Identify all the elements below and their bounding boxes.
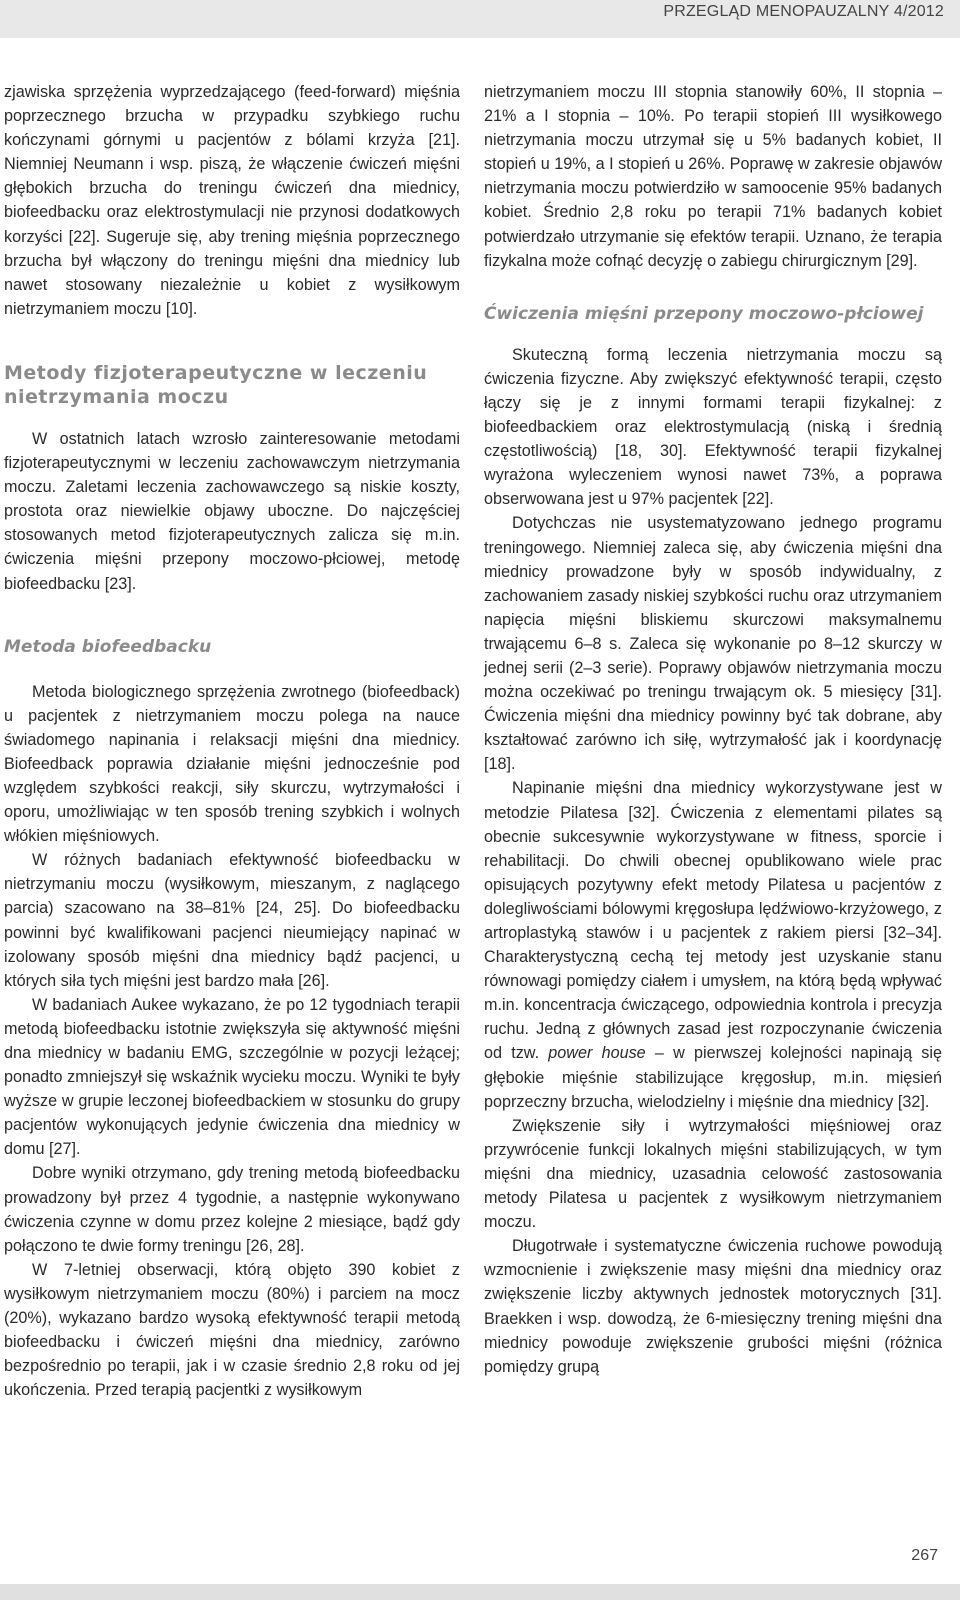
left-column <box>4 80 460 1402</box>
right-column <box>484 80 942 1379</box>
italic-term: power house <box>548 1044 646 1063</box>
paragraph: Długotrwałe i systematyczne ćwiczenia ruchowe powodują wzmocnienie i zwiększenie masy mięśni dna miednicy oraz zwiększenie liczby aktywnych jednostek motorycznych [31]. Braekken i wsp. dowodzą, że 6-miesięczny trening mięśni dna miednicy powoduje zwiększenie grubości mięśni (różnica pomiędzy grupą <box>484 1237 942 1376</box>
paragraph: zjawiska sprzężenia wyprzedzającego (feed-forward) mięśnia poprzecznego brzucha w przypadku szybkiego ruchu kończynami górnymi u pacjentów z bólami krzyża [21]. Niemniej Neumann i wsp. piszą, że włączenie ćwiczeń mięśni głębokich brzucha do treningu ćwiczeń dna miednicy, biofeedbacku oraz elektrostymulacji nie przynosi dodatkowych korzyści [22]. Sugeruje się, aby trening mięśnia poprzecznego brzucha był włączony do treningu mięśni dna miednicy lub nawet stosowany niezależnie u kobiet z wysiłkowym nietrzymaniem moczu [10]. <box>4 83 460 318</box>
subsection-heading: Ćwiczenia mięśni przepony moczowo-płciowej <box>484 303 924 324</box>
paragraph: Metoda biologicznego sprzężenia zwrotnego (biofeedback) u pacjentek z nietrzymaniem moczu polega na nauce świadomego napinania i relaksacji mięśni dna miednicy. Biofeedback poprawia działanie mięśni jednocześnie pod względem szybkości reakcji, siły skurczu, wytrzymałości i oporu, umożliwiając w ten sposób trening szybkich i wolnych włókien mięśniowych. <box>4 682 460 846</box>
paragraph: nietrzymaniem moczu III stopnia stanowiły 60%, II stopnia – 21% a I stopnia – 10%. Po terapii stopień III wysiłkowego nietrzymania moczu utrzymał się u 5% badanych kobiet, II stopień u 19%, a I stopień u 26%. Poprawę w zakresie objawów nietrzymania moczu potwierdziło w samoocenie 95% badanych kobiet. Średnio 2,8 roku po terapii 71% badanych kobiet potwierdzało utrzymanie się efektów terapii. Uznano, że terapia fizykalna może cofnąć decyzję o zabiegu chirurgicznym [29]. <box>484 83 943 270</box>
paragraph: Skuteczną formą leczenia nietrzymania moczu są ćwiczenia fizyczne. Aby zwiększyć efektywność terapii, często łączy się je z innymi formami terapii fizykalnej: z biofeedbackiem oraz elektrostymulacją (niską i średnią częstotliwością) [18, 30]. Efektywność terapii fizykalnej wyrażona wyleczeniem wynosi nawet 73%, a poprawa obserwowana jest u 97% pacjentek [22]. <box>484 345 942 509</box>
paragraph: W ostatnich latach wzrosło zainteresowanie metodami fizjoterapeutycznymi w leczeniu zachowawczym nietrzymania moczu. Zaletami leczenia zachowawczego są niskie koszty, prostota oraz niewielkie objawy uboczne. Do najczęściej stosowanych metod fizjoterapeutycznych zalicza się m.in. ćwiczenia mięśni przepony moczowo-płciowej, metodę biofeedbacku [23]. <box>4 429 460 593</box>
page-number: 267 <box>911 1547 938 1564</box>
subsection-heading: Metoda biofeedbacku <box>4 636 212 657</box>
section-heading: Metody fizjoterapeutyczne w leczeniu nietrzymania moczu <box>4 361 428 408</box>
paragraph-text: – w pierwszej kolejności napinają się głębokie mięśnie stabilizujące kręgosłup, m.in. mięsień poprzeczny brzucha, wielodzielny i mięśnie dna miednicy [32]. <box>484 1044 943 1111</box>
paragraph: W 7-letniej obserwacji, którą objęto 390 kobiet z wysiłkowym nietrzymaniem moczu (80%) i parciem na mocz (20%), wykazano bardzo wysoką efektywność terapii metodą biofeedbacku i ćwiczeń mięśni dna miednicy, zarówno bezpośrednio po terapii, jak i w czasie średnio 2,8 roku od jej ukończenia. Przed terapią pacjentki z wysiłkowym <box>4 1260 460 1400</box>
paragraph-text: Napinanie mięśni dna miednicy wykorzystywane jest w metodzie Pilatesa [32]. Ćwiczenia z elementami pilates są obecnie sukcesywnie wykorzystywane w fitness, sporcie i rehabilitacji. Do chwili obecnej opublikowano wiele prac opisujących pozytywny efekt metody Pilatesa u pacjentów z dolegliwościami bólowymi kręgosłupa lędźwiowo-krzyżowego, z artroplastyką stawów i u pacjentek z rakiem piersi [32–34]. Charakterystyczną cechą tej metody jest uzyskanie stanu równowagi pomiędzy ciałem i umysłem, na którą będą wpływać m.in. koncentracja ćwiczącego, odpowiednia kontrola i precyzja ruchu. Jedną z głównych zasad jest rozpoczynanie ćwiczenia od tzw. <box>484 779 942 1063</box>
running-head <box>0 0 960 38</box>
paragraph: W badaniach Aukee wykazano, że po 12 tygodniach terapii metodą biofeedbacku istotnie zwiększyła się aktywność mięśni dna miednicy w badaniu EMG, szczególnie w pozycji leżącej; ponadto zmniejszył się wskaźnik wycieku moczu. Wyniki te były wyższe w grupie leczonej biofeedbackiem w stosunku do grupy pacjentów wykonujących jedynie ćwiczenia dna miednicy w domu [27]. <box>4 995 460 1159</box>
paragraph: W różnych badaniach efektywność biofeedbacku w nietrzymaniu moczu (wysiłkowym, mieszanym, z naglącego parcia) szacowano na 38–81% [24, 25]. Do biofeedbacku powinni być kwalifikowani pacjenci nieumiejący napinać w izolowany sposób mięśni dna miednicy bądź pacjenci, u których siła tych mięśni jest bardzo mała [26]. <box>4 851 460 990</box>
paragraph: Dobre wyniki otrzymano, gdy trening metodą biofeedbacku prowadzony był przez 4 tygodnie, a następnie wykonywano ćwiczenia czynne w domu przez kolejne 2 miesiące, bądź gdy połączono te dwie formy treningu [26, 28]. <box>4 1164 460 1255</box>
journal-title: PRZEGLĄD MENOPAUZALNY 4/2012 <box>663 3 944 20</box>
paragraph: Zwiększenie siły i wytrzymałości mięśniowej oraz przywrócenie funkcji lokalnych mięśni stabilizujących, w tym mięśni dna miednicy, uzasadnia celowość zastosowania metody Pilatesa u pacjentek z wysiłkowym nietrzymaniem moczu. <box>484 1116 942 1232</box>
paragraph <box>484 776 942 1113</box>
footer-bar <box>0 1584 960 1600</box>
paragraph: Dotychczas nie usystematyzowano jednego programu treningowego. Niemniej zaleca się, aby ćwiczenia mięśni dna miednicy prowadzone były w sposób indywidualny, z zachowaniem zasady niskiej szybkości ruchu oraz utrzymaniem napięcia mięśni bliskiemu skurczowi maksymalnemu trwającemu 6–8 s. Zaleca się wykonanie po 8–12 skurczy w jednej serii (2–3 serie). Poprawy objawów nietrzymania moczu można oczekiwać po treningu trwającym ok. 5 miesięcy [31]. Ćwiczenia mięśni dna miednicy powinny być tak dobrane, aby kształtować zarówno ich siłę, wytrzymałość jak i koordynację [18]. <box>484 514 942 774</box>
